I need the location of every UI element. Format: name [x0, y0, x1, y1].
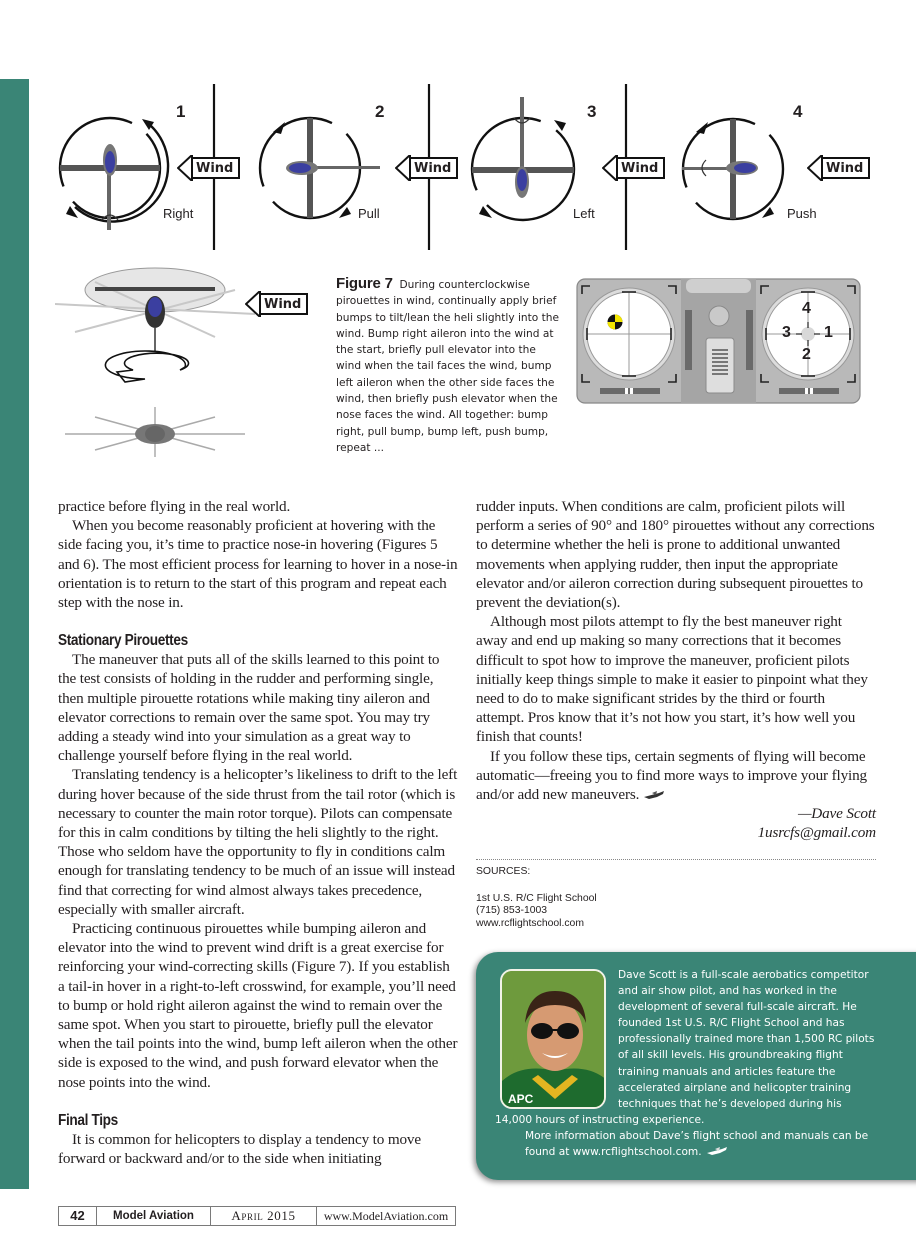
transmitter-illustration: [576, 278, 861, 404]
panel-label: Right: [163, 206, 194, 221]
end-of-article-plane-icon: [643, 790, 665, 800]
diagram-panel-1: [50, 82, 255, 252]
end-of-bio-plane-icon: [706, 1146, 728, 1156]
pirouette-illustration: [55, 262, 325, 462]
source-name: 1st U.S. R/C Flight School: [476, 892, 597, 904]
bio-text: [495, 967, 875, 1160]
figure7-caption: [336, 276, 564, 456]
caption-text: During counterclockwise pirouettes in wind, continually apply brief bumps to tilt/lean the heli slightly into the wind. Bump right aileron into the wind at the start, briefly pull elevator into the wind when the tail faces the wind, bump left aileron when the other side faces the wind, then briefly push elevator when the nose faces the wind. All together: bump right, pull bump, bump left, push bump, repeat ...: [336, 279, 560, 454]
wind-arrow-label: Wind: [822, 157, 870, 179]
paragraph: Translating tendency is a helicopter’s likeliness to drift to the left during hover because of the side thrust from the tail rotor (which is necessary to counter the main rotor torque). Pilots can compensate for this in calm conditions by tilting the heli slightly to the right. Those who seldom have the opportunity to fly in conditions calm enough for translating tendency to be much of an issue will instead find that correcting for wind almost always takes precedence, especially with smaller aircraft.: [58, 766, 458, 918]
wind-arrow-icon: [602, 155, 618, 181]
page-footer: [58, 1206, 456, 1226]
panel-label: Left: [573, 206, 595, 221]
pirouette-diagram-strip: [50, 82, 870, 252]
stick-direction-left: 3: [782, 324, 791, 341]
source-url[interactable]: www.rcflightschool.com: [476, 917, 584, 929]
author-email[interactable]: 1usrcfs@gmail.com: [757, 824, 876, 842]
source-phone: (715) 853-1003: [476, 905, 548, 917]
sources-box: [476, 859, 876, 930]
panel-label: Push: [787, 206, 817, 221]
wind-arrow-icon: [395, 155, 411, 181]
figure7-wind-label: Wind: [260, 293, 308, 315]
section-heading-final-tips: Final Tips: [58, 1111, 118, 1129]
helicopter-pirouette-icon: [55, 262, 325, 462]
paragraph: rudder inputs. When conditions are calm, proficient pilots will perform a series of 90° and 180° pirouettes without any corrections to determine whether the heli is prone to additional unwanted movements when applying rudder, then input the appropriate elevator and/or aileron correction during subsequent pirouettes to prevent the deviation(s).: [476, 498, 875, 612]
section-heading-stationary-pirouettes: Stationary Pirouettes: [58, 632, 188, 650]
sources-heading: SOURCES:: [476, 866, 531, 877]
paragraph: It is common for helicopters to display a tendency to move forward or backward and/or to the side when initiating: [58, 1130, 421, 1168]
bio-paragraph: Dave Scott is a full-scale aerobatics competitor and air show pilot, and has worked in the development of several full-scale aircraft. He founded 1st U.S. R/C Flight School and has professionally trained more than 1,500 RC pilots of all skill levels. His groundbreaking flight training manuals and articles feature the accelerated airplane and helicopter training techniques that he’s developed during his 14,000 hours of instructing experience.: [495, 969, 875, 1126]
diagram-panel-3: [465, 82, 670, 252]
wind-arrow-icon: [807, 155, 823, 181]
paragraph: Although most pilots attempt to fly the best maneuver right away and end up making so many corrections that it becomes difficult to spot how to improve the maneuver, proficient pilots initially keep things simple to make it easier to pinpoint what they need to do to make significant strides by the third or fourth attempt. Pros know that it’s not how you start, it’s how well you finish that counts!: [476, 613, 868, 746]
wind-arrow-icon: [245, 291, 261, 317]
wind-arrow-label: Wind: [617, 157, 665, 179]
svg-text:APC: APC: [508, 1092, 534, 1106]
paragraph: Practicing continuous pirouettes while bumping aileron and elevator into the wind to prevent wind drift is a great exercise for reinforcing your wind-correcting skills (Figure 7). If you establish a tail-in hover in a right-to-left crosswind, for example, you’ll need to bump or hold right aileron against the wind to remain over the same spot. When you start to pirouette, briefly pull the elevator when the tail points into the wind, bump left aileron when the other side is exposed to the wind, and push forward elevator when the nose points into the wind.: [58, 920, 458, 1091]
page-number: 42: [59, 1207, 97, 1225]
panel-number: 1: [176, 102, 186, 121]
author-signature: —Dave Scott: [797, 805, 876, 823]
magazine-website-link[interactable]: www.ModelAviation.com: [323, 1209, 449, 1223]
magazine-name: Model Aviation: [97, 1207, 211, 1225]
paragraph: The maneuver that puts all of the skills learned to this point to the test consists of holding in the rudder and performing single, then multiple pirouette rotations while making tiny aileron and elevator corrections to remain over the same spot. You may try adding a steady wind into your simulation as a great way to challenge yourself before flying in the real world.: [58, 651, 440, 765]
transmitter-icon: [576, 278, 861, 404]
article-column-left: [58, 497, 458, 1168]
accent-side-tab: [0, 79, 29, 1189]
diagram-panel-2: [255, 82, 460, 252]
wind-arrow-label: Wind: [410, 157, 458, 179]
diagram-panel-4: [670, 82, 870, 252]
issue-date: April 2015: [211, 1207, 317, 1225]
wind-arrow-label: Wind: [192, 157, 240, 179]
paragraph: If you follow these tips, certain segments of flying will become automatic—freeing you to find more ways to improve your flying and/or add new maneuvers.: [476, 747, 867, 804]
stick-direction-top: 4: [802, 300, 811, 317]
stick-direction-bottom: 2: [802, 346, 811, 363]
article-column-right: [476, 497, 876, 843]
stick-direction-right: 1: [824, 324, 833, 341]
figure-label: Figure 7: [336, 275, 393, 292]
author-bio-box: [476, 952, 916, 1180]
panel-number: 3: [587, 102, 597, 121]
wind-arrow-icon: [177, 155, 193, 181]
paragraph: When you become reasonably proficient at hovering with the side facing you, it’s time to practice nose-in hovering (Figures 5 and 6). The most efficient process for learning to hover in a nose-in orientation is to return to the start of this program and repeat each step with the nose in.: [58, 517, 458, 612]
panel-number: 4: [793, 102, 803, 121]
panel-number: 2: [375, 102, 385, 121]
panel-label: Pull: [358, 206, 380, 221]
paragraph: practice before flying in the real world.: [58, 498, 291, 515]
bio-more-info: More information about Dave’s flight school and manuals can be found at www.rcflightschool.com.: [525, 1129, 869, 1159]
